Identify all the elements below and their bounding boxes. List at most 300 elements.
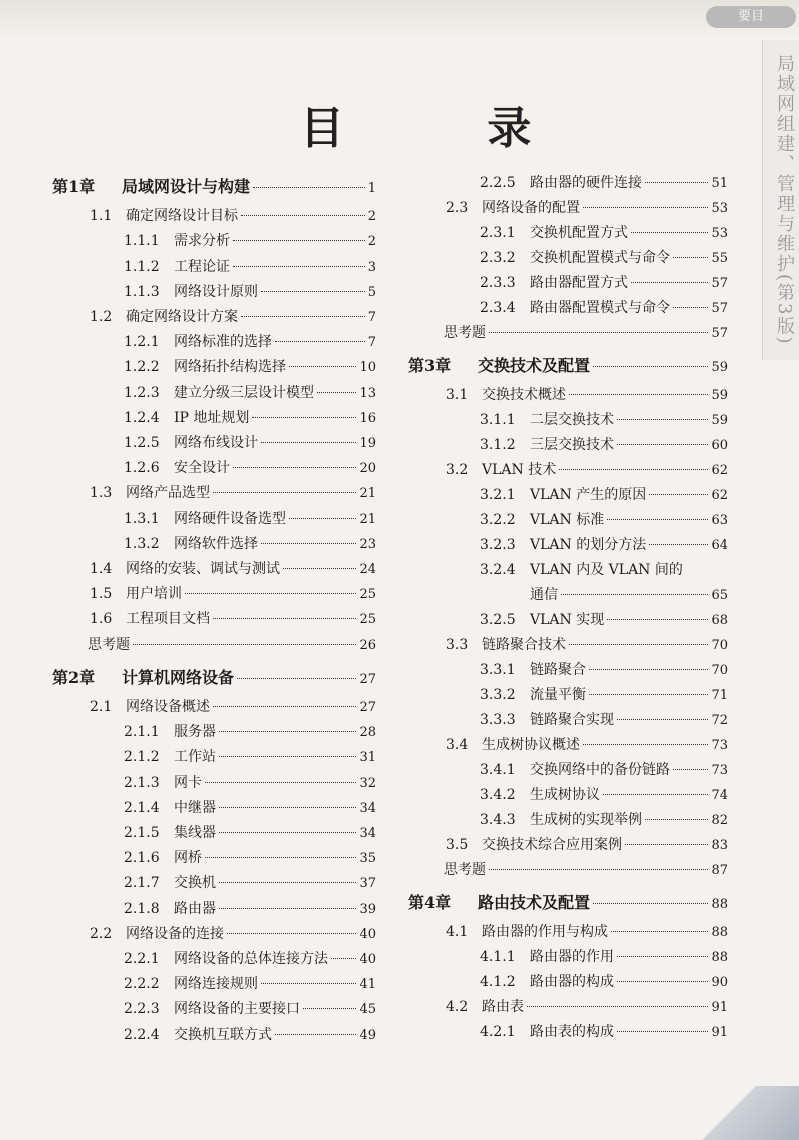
toc-leader-dots [233, 266, 365, 267]
toc-entry[interactable] [124, 432, 376, 452]
toc-entry[interactable] [124, 898, 376, 918]
toc-entry[interactable] [446, 921, 728, 941]
toc-entry-page: 2 [367, 209, 376, 225]
toc-entry[interactable] [124, 407, 376, 427]
toc-leader-dots [133, 644, 356, 645]
toc-entry-title: VLAN 的划分方法 [530, 537, 647, 553]
toc-entry[interactable] [124, 508, 376, 528]
toc-entry-page: 72 [711, 713, 728, 728]
toc-leader-dots [631, 282, 708, 283]
toc-entry[interactable] [480, 784, 728, 804]
toc-entry-number: 第3章 [408, 356, 452, 375]
toc-entry-page: 31 [359, 750, 376, 766]
toc-entry-number: 2.3.1 [480, 225, 516, 241]
toc-entry-number: 3.3.2 [480, 687, 516, 703]
toc-entry-title: 网络拓扑结构选择 [174, 359, 286, 376]
toc-entry-title: 网络设备的主要接口 [174, 1001, 300, 1018]
toc-entry-title: 二层交换技术 [530, 412, 614, 428]
toc-entry-number: 1.1.2 [124, 258, 160, 275]
toc-entry[interactable] [480, 484, 728, 504]
toc-entry-title: 路由表的构成 [530, 1024, 614, 1040]
toc-entry-title: VLAN 标准 [530, 512, 605, 528]
toc-entry-number: 1.4 [90, 561, 113, 577]
toc-entry-page: 57 [711, 276, 728, 291]
toc-entry-title: 路由器配置方式 [530, 275, 628, 291]
toc-entry[interactable] [124, 356, 376, 376]
toc-entry-title: 网络设计原则 [174, 283, 258, 300]
toc-entry[interactable] [480, 759, 728, 779]
toc-leader-dots [617, 981, 708, 982]
toc-entry-page: 73 [711, 763, 728, 778]
toc-entry-title: 工作站 [174, 749, 216, 766]
toc-entry[interactable] [90, 608, 376, 628]
toc-entry-title: 交换机配置方式 [530, 225, 628, 241]
toc-entry[interactable] [480, 222, 728, 242]
toc-leader-dots [289, 518, 356, 519]
toc-entry-title: 路由器的作用 [530, 949, 614, 965]
toc-entry[interactable] [124, 457, 376, 477]
toc-entry[interactable] [124, 1024, 376, 1044]
toc-entry-title: 交换机 [174, 875, 216, 892]
toc-entry[interactable] [88, 634, 376, 654]
toc-entry-title: 局域网设计与构建 [122, 177, 251, 196]
toc-leader-dots [227, 933, 356, 934]
toc-entry-page: 91 [711, 1025, 728, 1040]
toc-entry-number: 2.2.1 [124, 951, 160, 967]
toc-leader-dots [569, 394, 708, 395]
toc-entry-number: 2.3.3 [480, 275, 516, 291]
toc-entry[interactable] [124, 230, 376, 250]
toc-entry[interactable] [480, 559, 728, 579]
toc-entry-page: 7 [367, 335, 376, 351]
toc-leader-dots [303, 1008, 356, 1009]
toc-entry-number: 3.4.2 [480, 787, 516, 803]
toc-entry[interactable] [124, 872, 376, 892]
toc-entry-number: 4.2.1 [480, 1024, 516, 1040]
toc-entry-page: 41 [359, 977, 376, 993]
toc-entry-number: 2.1.5 [124, 825, 160, 841]
toc-entry-page: 5 [367, 284, 376, 300]
toc-entry-title: 建立分级三层设计模型 [174, 384, 314, 401]
toc-leader-dots [205, 782, 356, 783]
toc-entry-page: 49 [359, 1027, 376, 1043]
toc-entry-page: 88 [711, 897, 728, 912]
toc-leader-dots [527, 1006, 708, 1007]
toc-entry-number: 第1章 [52, 177, 96, 196]
toc-entry-title: 网络设备的连接 [126, 925, 224, 942]
toc-leader-dots [261, 543, 356, 544]
toc-entry[interactable] [90, 696, 376, 716]
toc-entry-number: 3.4 [446, 737, 469, 753]
toc-entry-title: 交换机互联方式 [174, 1026, 272, 1043]
toc-entry-title: IP 地址规划 [174, 409, 250, 426]
toc-leader-dots [649, 544, 708, 545]
toc-entry[interactable] [124, 847, 376, 867]
toc-leader-dots [185, 593, 356, 594]
toc-entry[interactable] [480, 946, 728, 966]
toc-entry-page: 91 [711, 1000, 728, 1015]
toc-entry-title: 生成树的实现举例 [530, 812, 642, 828]
toc-entry-page: 1 [367, 181, 376, 196]
toc-entry-number: 2.1.6 [124, 850, 160, 867]
toc-leader-dots [219, 882, 356, 883]
toc-leader-dots [569, 644, 708, 645]
toc-entry[interactable] [444, 859, 728, 879]
toc-entry-page: 74 [711, 788, 728, 803]
toc-entry[interactable] [480, 434, 728, 454]
toc-entry-page: 37 [359, 876, 376, 892]
toc-entry[interactable] [90, 583, 376, 603]
toc-leader-dots [317, 392, 356, 393]
toc-entry-number: 3.4.3 [480, 812, 516, 828]
toc-entry-title: VLAN 产生的原因 [530, 487, 647, 503]
toc-entry[interactable] [480, 709, 728, 729]
toc-entry-page: 23 [359, 536, 376, 552]
toc-chapter-entry[interactable] [408, 890, 728, 913]
toc-entry-number: 1.2.6 [124, 460, 160, 477]
toc-entry-number: 1.5 [90, 586, 113, 603]
toc-entry-number: 1.2.1 [124, 334, 160, 351]
toc-entry-number: 2.2.2 [124, 976, 160, 993]
toc-leader-dots [589, 669, 708, 670]
toc-entry-number: 3.2 [446, 462, 469, 478]
toc-leader-dots [559, 469, 708, 470]
toc-entry[interactable] [124, 772, 376, 792]
toc-entry-page: 68 [711, 613, 728, 628]
toc-entry-number: 3.4.1 [480, 762, 516, 778]
toc-entry-number: 1.3.1 [124, 510, 160, 527]
toc-entry-title: 网络设备概述 [126, 699, 210, 715]
toc-entry-page: 59 [711, 360, 728, 375]
side-title-text: 局域网组建、管理与维护(第3版) [774, 54, 795, 346]
toc-entry[interactable] [124, 797, 376, 817]
toc-entry-title: 交换技术综合应用案例 [482, 837, 622, 853]
toc-entry-page: 39 [359, 901, 376, 917]
toc-entry-number: 2.2.5 [480, 175, 516, 191]
toc-entry-page: 32 [359, 775, 376, 791]
toc-leader-dots [583, 207, 708, 208]
toc-entry[interactable] [124, 533, 376, 553]
toc-entry-number: 1.2.2 [124, 359, 160, 376]
toc-entry-number: 3.1.2 [480, 437, 516, 453]
toc-leader-dots [219, 908, 356, 909]
toc-entry-number: 1.2 [90, 309, 113, 325]
toc-entry-page: 53 [711, 201, 728, 216]
toc-entry-page: 34 [359, 800, 376, 816]
toc-entry-number: 2.1.8 [124, 900, 160, 917]
toc-entry-page: 3 [367, 259, 376, 275]
toc-leader-dots [583, 744, 708, 745]
toc-entry-title: 思考题 [88, 636, 130, 653]
toc-entry-number: 3.2.5 [480, 612, 516, 628]
toc-entry[interactable] [480, 409, 728, 429]
toc-entry-page: 21 [359, 486, 376, 502]
toc-entry-page: 57 [711, 301, 728, 316]
toc-leader-dots [673, 307, 708, 308]
toc-entry[interactable] [124, 746, 376, 766]
toc-entry-number: 3.3.3 [480, 712, 516, 728]
toc-entry-page: 57 [711, 326, 728, 341]
toc-leader-dots [289, 366, 356, 367]
toc-entry-title: 交换网络中的备份链路 [530, 762, 670, 778]
page-top-shadow [0, 0, 799, 40]
toc-entry-page: 10 [359, 360, 376, 376]
toc-entry-title: 确定网络设计目标 [126, 208, 238, 225]
toc-entry[interactable] [480, 172, 728, 192]
toc-leader-dots [617, 1031, 708, 1032]
toc-entry-page: 19 [359, 436, 376, 451]
toc-entry-number: 4.2 [446, 999, 469, 1015]
toc-entry-number: 2.1.4 [124, 799, 160, 816]
toc-entry-page: 2 [367, 234, 376, 250]
toc-entry-page: 87 [711, 863, 728, 878]
toc-entry-page: 64 [711, 538, 728, 553]
toc-leader-dots [603, 794, 708, 795]
toc-entry[interactable] [446, 197, 728, 217]
toc-entry-number: 1.2.4 [124, 409, 160, 426]
toc-entry-number: 第2章 [52, 667, 96, 687]
toc-entry-title: 网络标准的选择 [174, 334, 272, 351]
toc-entry[interactable] [446, 384, 728, 404]
toc-entry-title: 链路聚合实现 [530, 712, 614, 728]
toc-entry[interactable] [124, 973, 376, 993]
toc-leader-dots [241, 316, 365, 317]
toc-entry-title: 安全设计 [174, 460, 230, 477]
toc-entry-title: 路由器的硬件连接 [530, 175, 642, 191]
toc-entry-title: 工程论证 [174, 258, 230, 275]
toc-entry[interactable] [480, 272, 728, 292]
toc-entry[interactable] [90, 923, 376, 943]
toc-entry-number: 3.2.3 [480, 537, 516, 553]
toc-entry-title: 网络布线设计 [174, 435, 258, 451]
toc-entry[interactable] [124, 998, 376, 1018]
toc-entry-page: 27 [359, 700, 376, 715]
toc-entry[interactable] [446, 634, 728, 654]
toc-entry-page: 21 [359, 511, 376, 527]
toc-leader-dots [261, 442, 356, 443]
toc-entry-page: 40 [359, 952, 376, 967]
toc-entry[interactable] [446, 734, 728, 754]
toc-entry-title: VLAN 技术 [482, 462, 557, 478]
toc-entry[interactable] [480, 684, 728, 704]
toc-entry-number: 2.3.2 [480, 250, 516, 266]
toc-entry-page: 88 [711, 950, 728, 965]
toc-entry-title: 交换机配置模式与命令 [530, 250, 670, 266]
toc-entry-title: 网络硬件设备选型 [174, 510, 286, 527]
toc-entry-title: 需求分析 [174, 233, 230, 250]
toc-leader-dots [593, 366, 708, 367]
toc-leader-dots [219, 756, 356, 757]
toc-entry-page: 45 [359, 1002, 376, 1018]
toc-entry[interactable] [530, 584, 728, 604]
toc-leader-dots [205, 857, 356, 858]
toc-entry[interactable] [90, 306, 376, 326]
toc-leader-dots [283, 568, 356, 569]
toc-entry-number: 1.1.3 [124, 283, 160, 300]
toc-entry[interactable] [480, 971, 728, 991]
toc-entry-number: 2.1.7 [124, 875, 160, 892]
toc-entry[interactable] [124, 822, 376, 842]
toc-entry-title: 网卡 [174, 774, 202, 791]
toc-entry-page: 40 [359, 926, 376, 942]
toc-leader-dots [219, 832, 356, 833]
page-title: 目 录 [300, 103, 596, 154]
toc-entry-page: 88 [711, 925, 728, 940]
toc-entry-number: 第4章 [408, 893, 452, 912]
toc-entry-title: 中继器 [174, 799, 216, 816]
toc-leader-dots [617, 419, 708, 420]
toc-entry-number: 2.2.4 [124, 1026, 160, 1043]
toc-entry-page: 70 [711, 638, 728, 653]
toc-entry-title: VLAN 内及 VLAN 间的 [530, 562, 683, 578]
toc-entry-page: 60 [711, 438, 728, 453]
toc-chapter-entry[interactable] [52, 174, 376, 197]
toc-entry-title: 用户培训 [126, 586, 182, 603]
toc-entry-title: 服务器 [174, 724, 216, 741]
toc-leader-dots [593, 903, 708, 904]
toc-entry-title: 确定网络设计方案 [126, 309, 238, 325]
toc-entry-number: 2.2 [90, 925, 113, 942]
toc-entry-page: 73 [711, 738, 728, 753]
toc-entry-title: 链路聚合 [530, 662, 586, 678]
toc-entry-page: 65 [711, 588, 728, 603]
toc-leader-dots [213, 706, 356, 707]
toc-entry-title: 计算机网络设备 [122, 667, 235, 687]
toc-leader-dots [261, 983, 356, 984]
toc-entry[interactable] [480, 809, 728, 829]
toc-entry-number: 1.6 [90, 611, 113, 628]
toc-chapter-entry[interactable] [408, 353, 728, 376]
toc-entry[interactable] [124, 721, 376, 741]
toc-leader-dots [489, 332, 708, 333]
toc-entry[interactable] [480, 659, 728, 679]
toc-leader-dots [673, 769, 708, 770]
toc-leader-dots [561, 594, 708, 595]
toc-entry-title: 路由器的作用与构成 [482, 924, 608, 940]
toc-entry-title: 网络软件选择 [174, 535, 258, 552]
toc-entry-number: 2.2.3 [124, 1001, 160, 1018]
toc-entry-title: 生成树协议概述 [482, 737, 580, 753]
toc-leader-dots [233, 240, 365, 241]
toc-entry[interactable] [446, 459, 728, 479]
toc-chapter-entry[interactable] [52, 665, 376, 688]
toc-entry[interactable] [90, 205, 376, 225]
toc-entry-page: 63 [711, 513, 728, 528]
toc-entry[interactable] [480, 509, 728, 529]
toc-entry-page: 27 [359, 671, 376, 687]
toc-entry-title: 通信 [530, 587, 558, 603]
toc-entry-number: 2.1.3 [124, 774, 160, 791]
toc-entry-number: 2.3 [446, 200, 469, 216]
toc-leader-dots [253, 187, 365, 188]
toc-entry-number: 3.2.2 [480, 512, 516, 528]
toc-entry-title: 生成树协议 [530, 787, 600, 803]
toc-entry[interactable] [90, 558, 376, 578]
toc-entry-number: 3.2.4 [480, 562, 516, 578]
toc-entry-page: 26 [359, 637, 376, 653]
toc-leader-dots [589, 694, 708, 695]
toc-leader-dots [213, 618, 356, 619]
toc-entry-title: VLAN 实现 [530, 612, 605, 628]
toc-entry-title: 路由器的构成 [530, 974, 614, 990]
toc-entry[interactable] [124, 256, 376, 276]
toc-entry-title: 思考题 [444, 325, 486, 341]
toc-entry-title: 网络产品选型 [126, 485, 210, 502]
toc-entry-number: 1.2.5 [124, 435, 160, 451]
toc-leader-dots [611, 931, 708, 932]
toc-entry[interactable] [480, 1021, 728, 1041]
toc-leader-dots [219, 731, 356, 732]
toc-leader-dots [252, 417, 356, 418]
toc-entry[interactable] [124, 382, 376, 402]
toc-entry[interactable] [124, 331, 376, 351]
toc-entry-page: 59 [711, 388, 728, 403]
toc-entry[interactable] [446, 996, 728, 1016]
toc-leader-dots [617, 956, 708, 957]
toc-entry-page: 62 [711, 488, 728, 503]
toc-entry-number: 2.1 [90, 699, 113, 715]
toc-entry-title: 网络的安装、调试与测试 [126, 561, 280, 577]
toc-entry[interactable] [446, 834, 728, 854]
toc-entry-title: 链路聚合技术 [482, 637, 566, 653]
toc-entry[interactable] [480, 609, 728, 629]
toc-entry-title: 路由器 [174, 900, 216, 917]
toc-entry-number: 3.3 [446, 637, 469, 653]
toc-entry-number: 1.2.3 [124, 384, 160, 401]
toc-entry-number: 3.1.1 [480, 412, 516, 428]
toc-entry-title: 工程项目文档 [126, 611, 210, 628]
toc-entry-number: 1.3 [90, 485, 113, 502]
toc-leader-dots [213, 492, 356, 493]
toc-entry-title: 交换技术概述 [482, 387, 566, 403]
toc-entry[interactable] [444, 322, 728, 342]
toc-entry[interactable] [480, 247, 728, 267]
toc-entry[interactable] [480, 534, 728, 554]
toc-entry-title: 网络设备的总体连接方法 [174, 951, 328, 967]
toc-leader-dots [645, 182, 708, 183]
toc-entry[interactable] [90, 482, 376, 502]
toc-entry-page: 25 [359, 612, 376, 628]
toc-leader-dots [331, 958, 356, 959]
toc-entry-title: 路由器配置模式与命令 [530, 300, 670, 316]
toc-entry-page: 25 [359, 587, 376, 603]
toc-leader-dots [275, 341, 365, 342]
toc-entry-number: 2.1.2 [124, 749, 160, 766]
toc-leader-dots [617, 719, 708, 720]
toc-entry-number: 1.1 [90, 208, 113, 225]
toc-entry-number: 4.1 [446, 924, 469, 940]
toc-leader-dots [617, 444, 708, 445]
toc-entry-number: 3.2.1 [480, 487, 516, 503]
page-corner-decoration [690, 1086, 799, 1140]
toc-entry-number: 4.1.2 [480, 974, 516, 990]
toc-entry-title: 交换技术及配置 [478, 356, 591, 375]
toc-entry-number: 1.1.1 [124, 233, 160, 250]
toc-leader-dots [607, 619, 708, 620]
toc-leader-dots [489, 869, 708, 870]
toc-leader-dots [261, 291, 365, 292]
toc-entry[interactable] [124, 281, 376, 301]
toc-leader-dots [241, 215, 365, 216]
toc-entry[interactable] [480, 297, 728, 317]
toc-entry-page: 90 [711, 975, 728, 990]
toc-leader-dots [649, 494, 708, 495]
toc-leader-dots [631, 232, 708, 233]
toc-entry-title: 集线器 [174, 825, 216, 841]
toc-leader-dots [275, 1034, 356, 1035]
toc-entry[interactable] [124, 948, 376, 968]
toc-entry-page: 62 [711, 463, 728, 478]
